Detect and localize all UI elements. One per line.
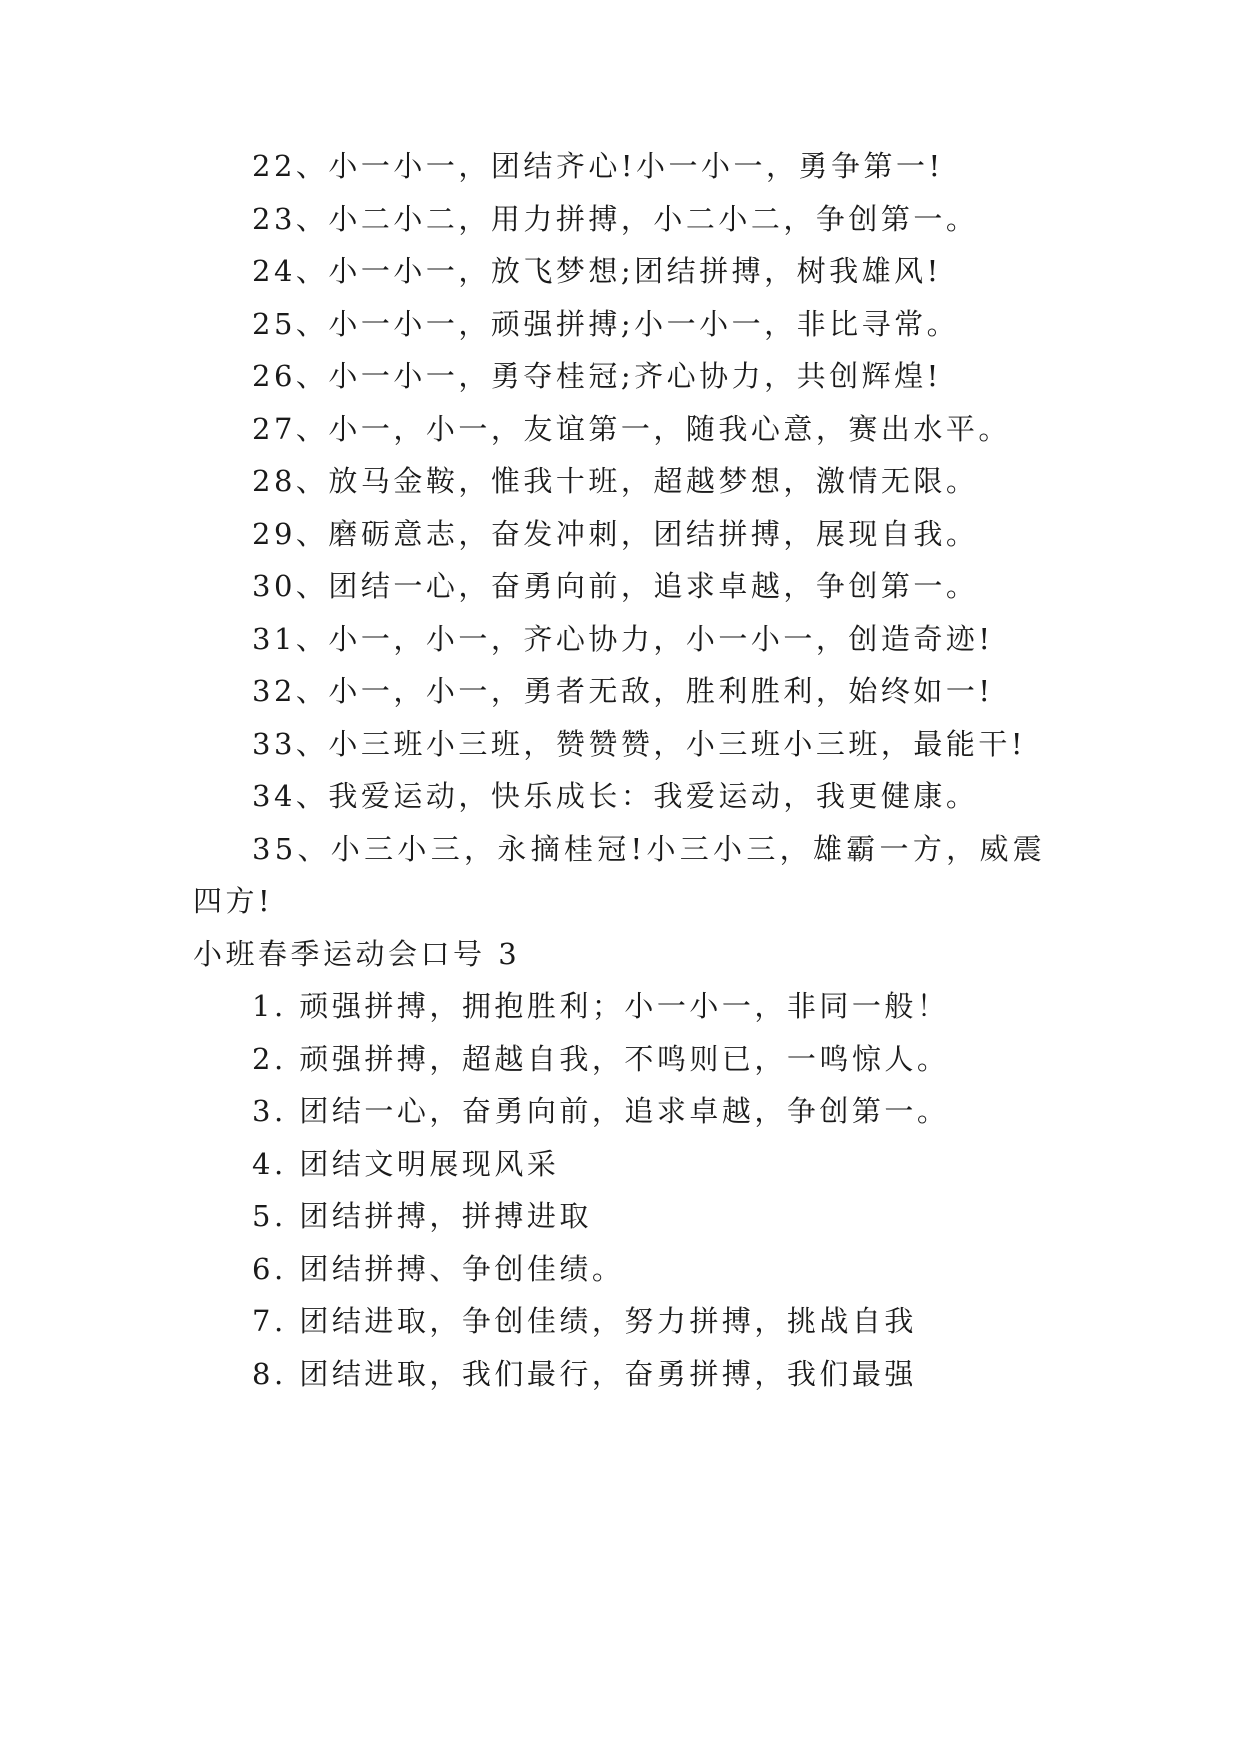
numbered-slogan: 7. 团结进取，争创佳绩，努力拼搏，挑战自我	[252, 1304, 917, 1338]
numbered-slogan: 1. 顽强拼搏，拥抱胜利；小一小一，非同一般！	[252, 989, 950, 1023]
slogan-line: 33、小三班小三班，赞赞赞，小三班小三班，最能干!	[252, 727, 1027, 761]
slogan-line: 35、小三小三，永摘桂冠!小三小三，雄霸一方，威震	[252, 832, 1047, 866]
slogan-line: 32、小一，小一，勇者无敌，胜利胜利，始终如一!	[252, 674, 994, 708]
slogan-line-continuation: 四方!	[193, 884, 274, 918]
section-heading: 小班春季运动会口号 3	[193, 937, 521, 971]
slogan-line: 34、我爱运动，快乐成长：我爱运动，我更健康。	[252, 779, 979, 813]
slogan-line: 31、小一，小一，齐心协力，小一小一，创造奇迹!	[252, 622, 994, 656]
slogan-line: 23、小二小二，用力拼搏，小二小二，争创第一。	[252, 202, 979, 236]
slogan-line: 28、放马金鞍，惟我十班，超越梦想，激情无限。	[252, 464, 979, 498]
numbered-slogan: 4. 团结文明展现风采	[252, 1147, 560, 1181]
slogan-line: 30、团结一心，奋勇向前，追求卓越，争创第一。	[252, 569, 979, 603]
numbered-slogan: 6. 团结拼搏、争创佳绩。	[252, 1252, 625, 1286]
numbered-slogan: 3. 团结一心，奋勇向前，追求卓越，争创第一。	[252, 1094, 950, 1128]
numbered-slogan: 8. 团结进取，我们最行，奋勇拼搏，我们最强	[252, 1357, 917, 1391]
slogan-line: 27、小一，小一，友谊第一，随我心意，赛出水平。	[252, 412, 1011, 446]
slogan-line: 26、小一小一，勇夺桂冠;齐心协力，共创辉煌!	[252, 359, 942, 393]
numbered-slogan: 5. 团结拼搏，拼搏进取	[252, 1199, 592, 1233]
slogan-line: 29、磨砺意志，奋发冲刺，团结拼搏，展现自我。	[252, 517, 979, 551]
slogan-line: 25、小一小一，顽强拼搏;小一小一，非比寻常。	[252, 307, 960, 341]
numbered-slogan: 2. 顽强拼搏，超越自我，不鸣则已，一鸣惊人。	[252, 1042, 950, 1076]
slogan-line: 24、小一小一，放飞梦想;团结拼搏，树我雄风!	[252, 254, 942, 288]
slogan-line: 22、小一小一，团结齐心!小一小一，勇争第一!	[252, 149, 944, 183]
